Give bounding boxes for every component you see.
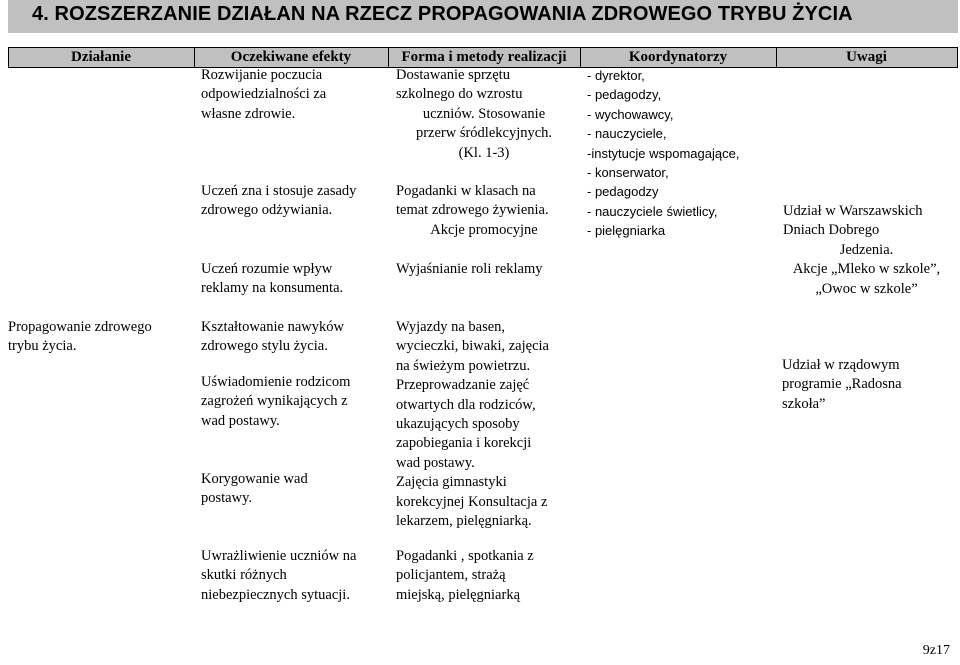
row1-methods-block1: Dostawanie sprzętu szkolnego do wzrostu uczniów. Stosowanie przerw śródlekcyjnych. (Kl. 1-3) (396, 67, 553, 161)
row1-effects-block1: Rozwijanie poczucia odpowiedzialności za własne zdrowie. (201, 67, 327, 122)
row2-effects-block1: Kształtowanie nawyków zdrowego stylu życia. (201, 319, 344, 355)
row1-coordinators: - dyrektor, - pedagodzy, - wychowawcy, - nauczyciele, -instytucje wspomagające, - konserwator, - pedagodzy - nauczyciele świetlicy, - pielęgniarka (587, 68, 740, 239)
header-expected-effects: Oczekiwane efekty (230, 49, 352, 65)
row2-effects-block2: Uświadomienie rodzicom zagrożeń wynikających z wad postawy. (201, 374, 351, 429)
header-divider (957, 47, 958, 68)
header-action: Działanie (71, 49, 131, 65)
row1-notes: Udział w Warszawskich Dniach Dobrego Jedzenia. Akcje „Mleko w szkole”, „Owoc w szkole” (783, 203, 941, 297)
row2-action: Propagowanie zdrowego trybu życia. (8, 319, 152, 355)
row2-effects-block3: Korygowanie wad postawy. (201, 471, 308, 507)
page-title: 4. ROZSZERZANIE DZIAŁAN NA RZECZ PROPAGOWANIA ZDROWEGO TRYBU ŻYCIA (32, 3, 853, 25)
page-number: 9z17 (922, 643, 950, 658)
row1-methods-block3: Wyjaśnianie roli reklamy (396, 261, 543, 277)
header-form-methods: Forma i metody realizacji (401, 49, 567, 65)
row2-notes: Udział w rządowym programie „Radosna szkoła” (782, 357, 902, 412)
row1-methods-block2: Pogadanki w klasach na temat zdrowego żywienia. Akcje promocyjne (396, 183, 549, 238)
row1-effects-block2: Uczeń zna i stosuje zasady zdrowego odżywiania. (201, 183, 357, 219)
row2-methods-block2: Pogadanki , spotkania z policjantem, strażą miejską, pielęgniarką (396, 548, 534, 603)
header-notes: Uwagi (846, 49, 887, 65)
header-coordinators: Koordynatorzy (628, 49, 728, 65)
row2-effects-block4: Uwrażliwienie uczniów na skutki różnych niebezpiecznych sytuacji. (201, 548, 357, 603)
row1-effects-block3: Uczeń rozumie wpływ reklamy na konsumenta. (201, 261, 344, 297)
row2-methods-block1: Wyjazdy na basen, wycieczki, biwaki, zajęcia na świeżym powietrzu. Przeprowadzanie zajęć otwartych dla rodziców, ukazujących sposoby zapobiegania i korekcji wad postawy. Zajęcia gimnastyki korekcyjnej Konsultacja z lekarzem, pielęgniarką. (396, 319, 549, 530)
